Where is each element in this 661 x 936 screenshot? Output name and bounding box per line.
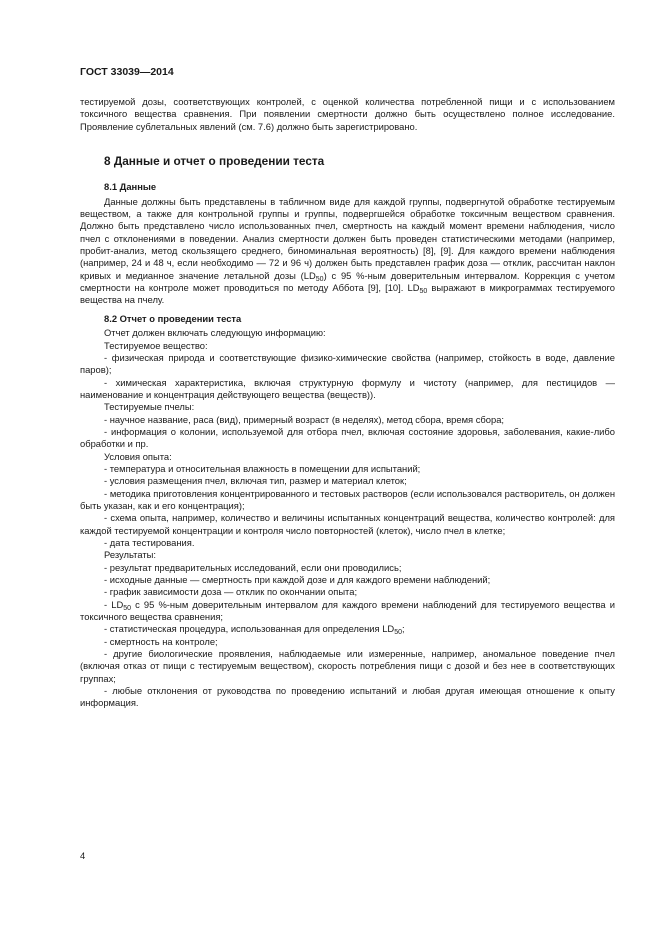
list-item: - дата тестирования.: [104, 537, 195, 548]
list-item: - другие биологические проявления, наблюдаемые или измеренные, например, аномальное поведение пчел (включая отказ от пищи с тестируемым веществом), скорость потребления пищи с дозой и без нее в соответствующих группах;: [80, 648, 615, 684]
item-text: с 95 %-ным доверительным интервалом для каждого времени наблюдений для тестируемого вещества и токсичного вещества сравнения;: [80, 598, 615, 623]
ld-symbol: LD: [407, 282, 420, 294]
item-text: ;: [402, 623, 405, 635]
list-item: - физическая природа и соответствующие физико-химические свойства (например, стойкость в воде, давление паров);: [80, 351, 615, 376]
ld-symbol: LD: [303, 269, 316, 281]
list-heading-results: Результаты:: [104, 549, 156, 561]
list-item: [80, 599, 615, 624]
item-text: - статистическая процедура, использованная для определения: [104, 623, 383, 635]
list-item: - химическая характеристика, включая структурную формулу и чистоту (например, для пестицидов — наименование и концентрация действующего вещества (веществ)).: [80, 376, 615, 400]
ld-subscript: 50: [123, 604, 132, 612]
document-header: ГОСТ 33039—2014: [80, 66, 174, 78]
list-heading-test-substance: Тестируемое вещество:: [104, 339, 208, 351]
list-item: [80, 623, 615, 635]
data-text-2: ) с 95 %-ным доверительным интервалом. Коррекция с учетом смертности на контроле может проводиться по методу Аббота [9], [10].: [80, 269, 616, 294]
item-prefix: -: [104, 598, 112, 610]
subsection-8-2-heading: 8.2 Отчет о проведении теста: [104, 312, 242, 324]
data-text-3: выражают в микрограммах тестируемого вещества на пчелу.: [80, 282, 615, 306]
list-item: - температура и относительная влажность в помещении для испытаний;: [104, 462, 421, 474]
list-item: - любые отклонения от руководства по проведению испытаний и любая другая имеющая отношение к опыту информация.: [80, 685, 615, 709]
list-item: - смертность на контроле;: [104, 635, 218, 647]
list-item: - график зависимости доза — отклик по окончании опыта;: [104, 586, 358, 598]
section-8-heading: 8 Данные и отчет о проведении теста: [104, 154, 325, 169]
list-item: - методика приготовления концентрированного и тестовых растворов (если использовался растворитель, он должен быть указан, как и его концентрация);: [80, 487, 615, 511]
list-item: - условия размещения пчел, включая тип, размер и материал клеток;: [104, 475, 407, 487]
list-item: - информация о колонии, используемой для отбора пчел, включая состояние здоровья, заболевания, какие-либо обработки и пр.: [80, 425, 615, 450]
ld-symbol: LD: [111, 598, 124, 610]
paragraph-intro: тестируемой дозы, соответствующих контролей, с оценкой количества потребленной пищи и с использованием токсичного вещества сравнения. При появлении смертности должно быть осуществлено полное исследование. Проявление сублетальных явлений (см. 7.6) должно быть зарегистрировано.: [80, 96, 615, 132]
ld-subscript: 50: [394, 629, 402, 637]
ld-subscript: 50: [315, 275, 324, 283]
list-item: - результат предварительных исследований, если они проводились;: [104, 561, 402, 573]
data-text-1: Данные должны быть представлены в табличном виде для каждой группы, подвергнутой обработке тестируемым веществом, а также для контрольной группы и группы, подвергшейся обработке токсичным веществом сравнения. Должно быть представлено число использованных пчел, смертность на каждый момент времени наблюдения, число пчел с отклонениями в поведении. Анализ смертности должен быть проведен статистическими методами (например, пробит-анализ, метод скользящего среднего, биноминальная вероятность) [8], [9]. Для каждого времени наблюдения (например, 24 и 48 ч, если необходимо — 72 и 96 ч) должен быть представлен график доза — отклик, рассчитан наклон кривых и медианное значение летальной дозы (: [80, 195, 615, 281]
list-item: - схема опыта, например, количество и величины испытанных концентраций вещества, количество контролей: для каждой тестируемой концентрации и контроля число повторностей (клеток), число пчел в клетке;: [80, 512, 615, 536]
list-heading-conditions: Условия опыта:: [104, 450, 172, 462]
subsection-8-1-heading: 8.1 Данные: [104, 181, 157, 193]
paragraph-data: [80, 196, 615, 307]
ld-subscript: 50: [419, 288, 428, 296]
list-item: - научное название, раса (вид), примерный возраст (в неделях), метод сбора, время сбора;: [104, 413, 505, 425]
ld-symbol: LD: [382, 623, 395, 635]
list-item: - исходные данные — смертность при каждой дозе и для каждого времени наблюдений;: [104, 574, 491, 586]
report-intro: Отчет должен включать следующую информацию:: [104, 327, 326, 339]
document-body: [80, 96, 615, 710]
page-number: 4: [80, 850, 86, 861]
list-heading-test-bees: Тестируемые пчелы:: [104, 401, 195, 413]
